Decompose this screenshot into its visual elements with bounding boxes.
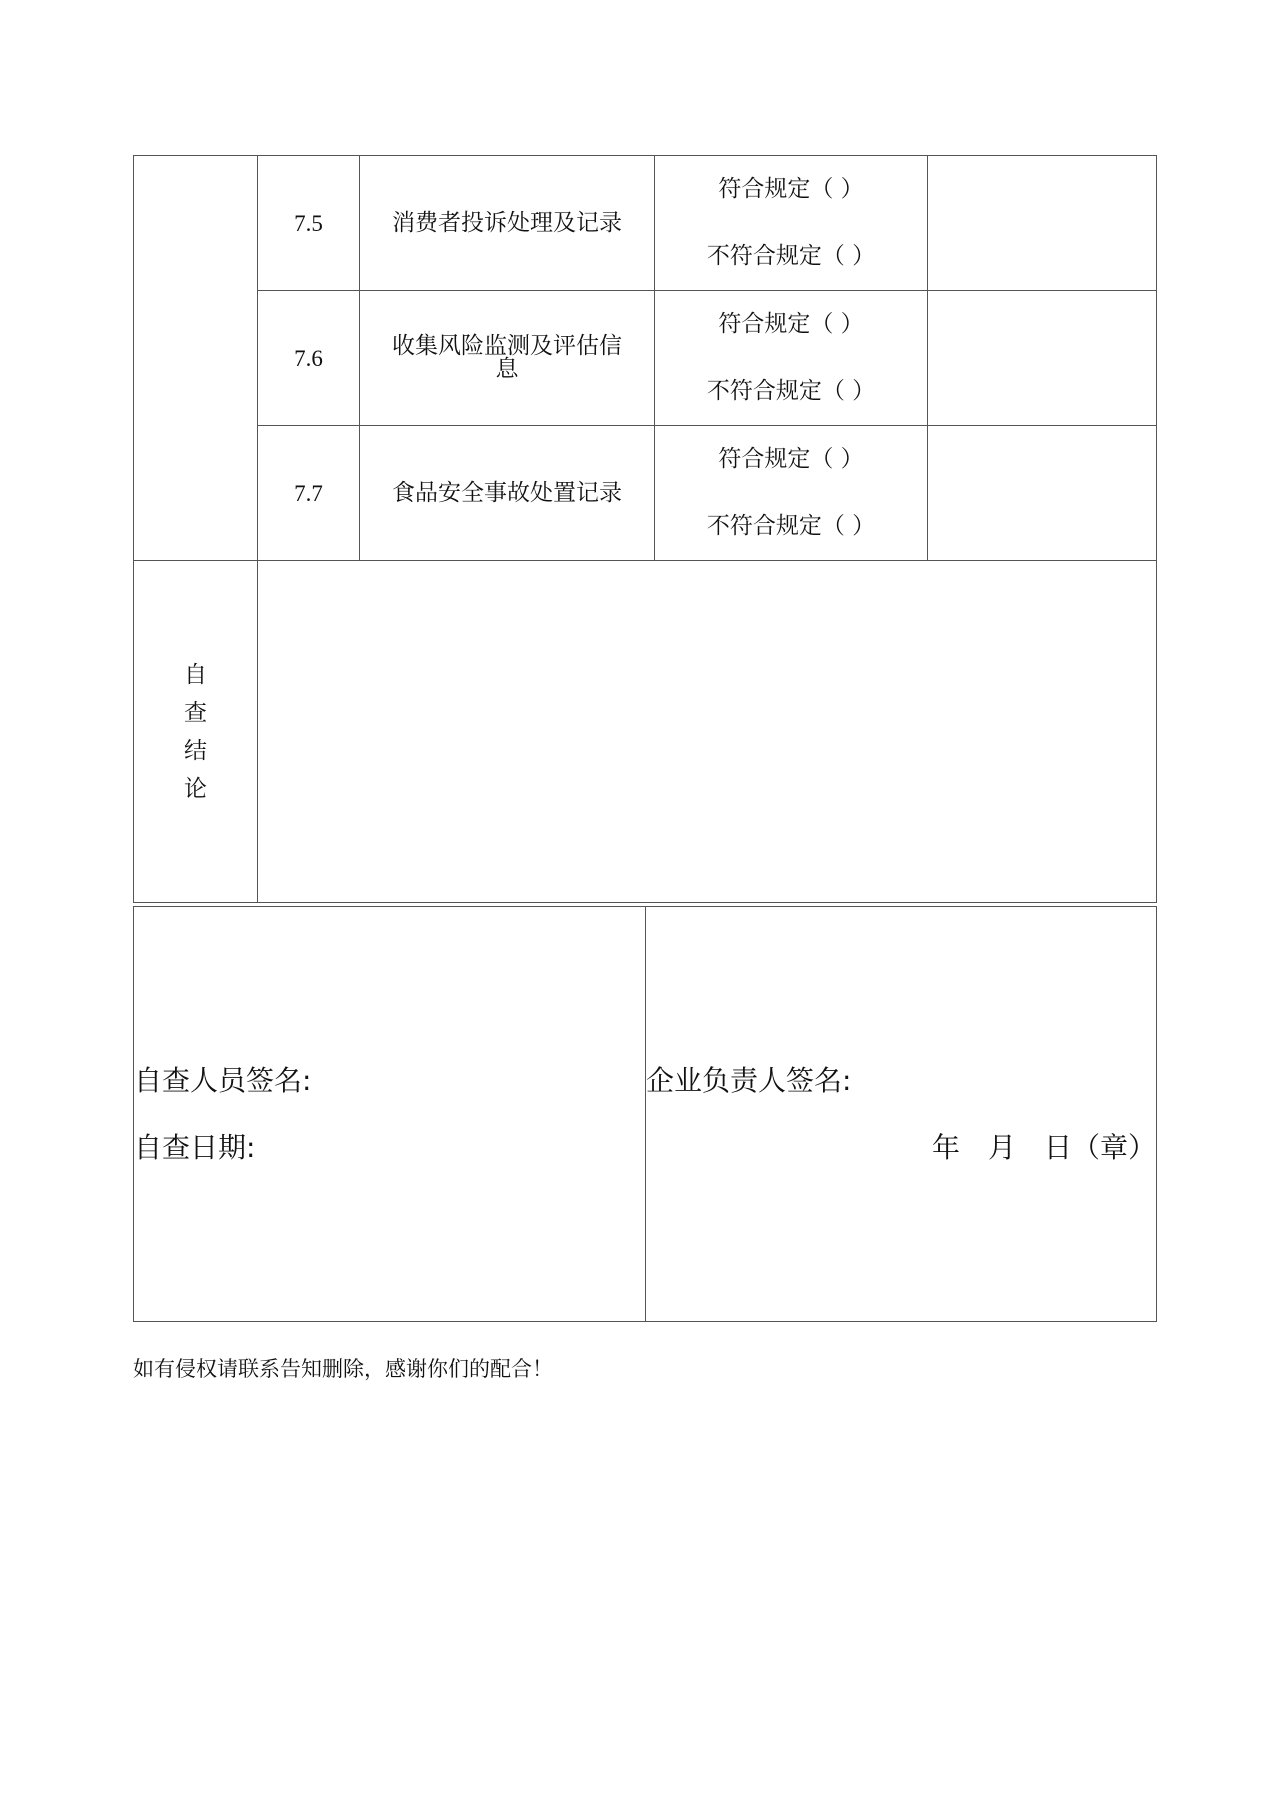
item-number: 7.7 xyxy=(258,426,360,561)
item-number: 7.6 xyxy=(258,291,360,426)
noncompliant-option[interactable]: 不符合规定（ ） xyxy=(706,378,876,404)
compliant-option[interactable]: 符合规定（ ） xyxy=(718,311,864,337)
item-number: 7.5 xyxy=(258,156,360,291)
conclusion-label-char: 结 xyxy=(184,737,207,764)
remarks-cell[interactable] xyxy=(928,426,1157,561)
item-name-line: 消费者投诉处理及记录 xyxy=(392,209,622,236)
manager-signature-cell[interactable] xyxy=(646,907,1157,1322)
date-seal-label: 年 月 日（章） xyxy=(931,1131,1156,1164)
noncompliant-option[interactable]: 不符合规定（ ） xyxy=(706,513,876,539)
table-row-7-6 xyxy=(134,291,1157,426)
compliance-status xyxy=(655,291,928,426)
category-cell xyxy=(134,156,258,561)
signature-table xyxy=(133,906,1157,1322)
compliance-status xyxy=(655,426,928,561)
conclusion-label-char: 论 xyxy=(184,775,207,802)
inspector-signature-label: 自查人员签名: xyxy=(134,1064,312,1097)
conclusion-label-char: 自 xyxy=(184,661,207,688)
compliance-status xyxy=(655,156,928,291)
remarks-cell[interactable] xyxy=(928,156,1157,291)
conclusion-label xyxy=(134,561,258,903)
signature-row xyxy=(134,907,1157,1322)
compliant-option[interactable]: 符合规定（ ） xyxy=(718,176,864,202)
noncompliant-option[interactable]: 不符合规定（ ） xyxy=(706,243,876,269)
conclusion-label-char: 查 xyxy=(184,699,207,726)
item-name-line: 食品安全事故处置记录 xyxy=(392,479,622,506)
table-row-7-5 xyxy=(134,156,1157,291)
item-name-line: 收集风险监测及评估信 xyxy=(392,333,622,359)
manager-signature-label: 企业负责人签名: xyxy=(646,1064,852,1097)
conclusion-row xyxy=(134,561,1157,903)
item-name xyxy=(360,291,655,426)
inspector-signature-cell[interactable] xyxy=(134,907,646,1322)
item-name xyxy=(360,426,655,561)
remarks-cell[interactable] xyxy=(928,291,1157,426)
copyright-notice: 如有侵权请联系告知删除，感谢你们的配合！ xyxy=(133,1357,553,1381)
item-name xyxy=(360,156,655,291)
compliant-option[interactable]: 符合规定（ ） xyxy=(718,446,864,472)
item-name-line: 息 xyxy=(495,356,519,382)
conclusion-content-cell[interactable] xyxy=(258,561,1157,903)
inspection-date-label: 自查日期: xyxy=(134,1131,256,1164)
self-inspection-table xyxy=(133,155,1157,903)
table-row-7-7 xyxy=(134,426,1157,561)
